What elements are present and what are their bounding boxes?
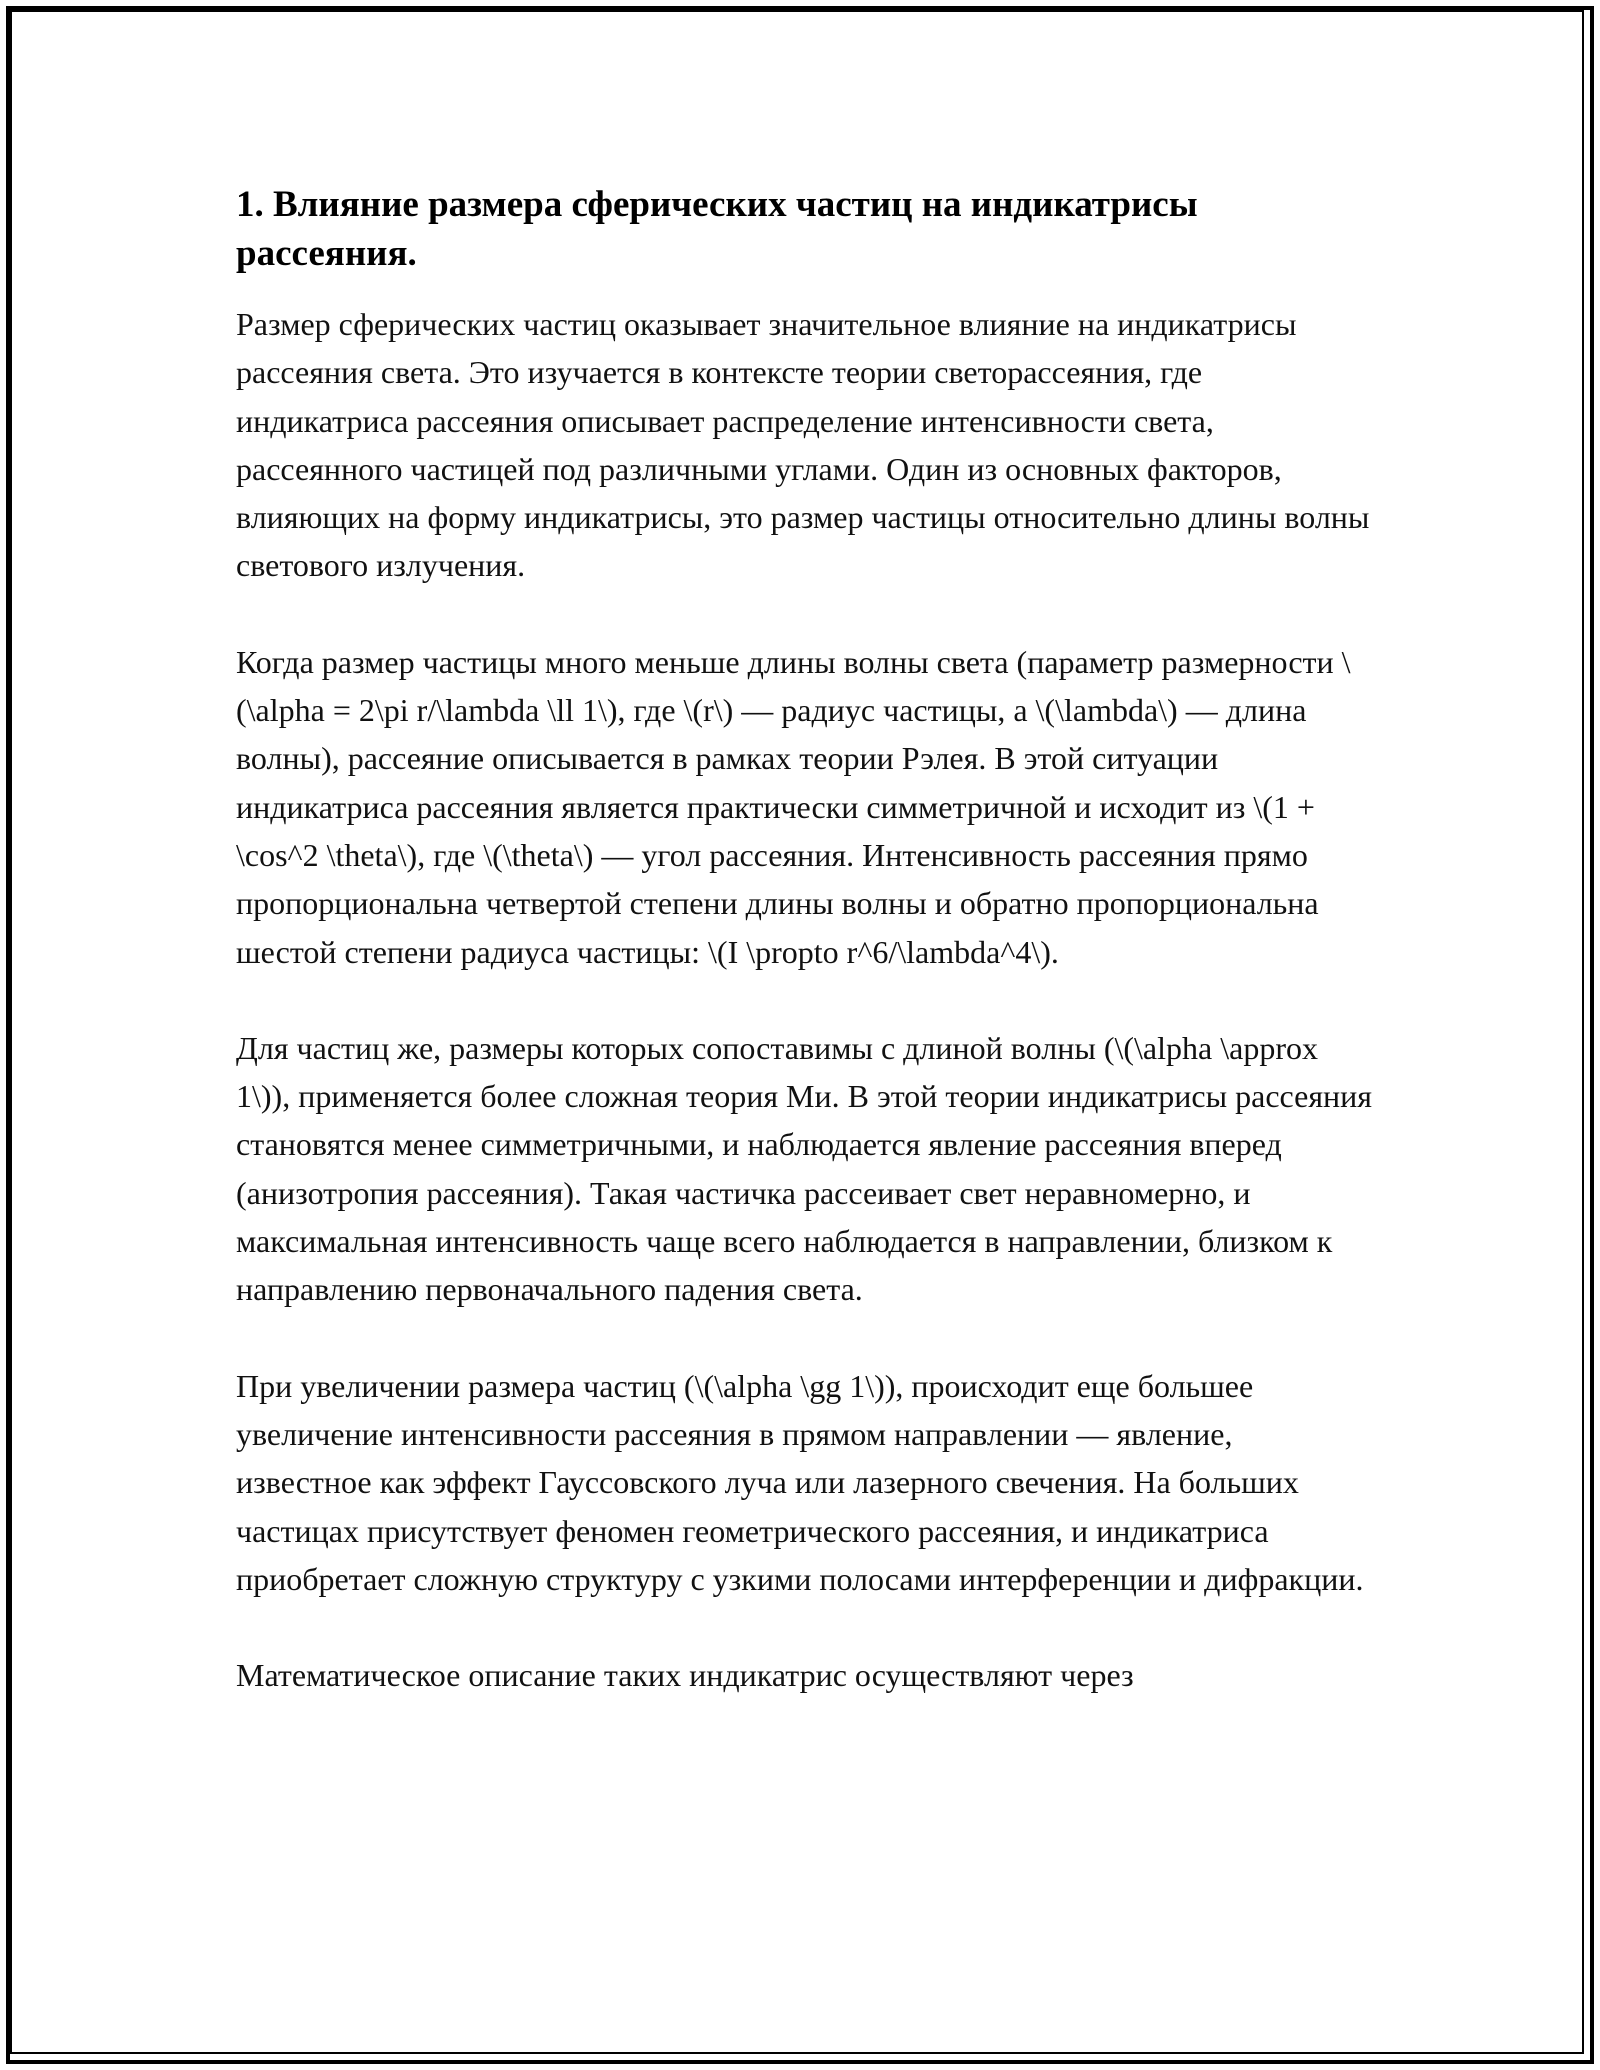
section-heading: 1. Влияние размера сферических частиц на индикатрисы рассеяния. xyxy=(236,184,1198,274)
paragraph-large-particles: При увеличении размера частиц (\(\alpha \gg 1\)), происходит еще большее увеличение интенсивности рассеяния в прямом направлении — явление, известное как эффект Гауссовского луча или лазерного свечения. На больших частицах присутствует феномен геометрического рассеяния, и индикатриса приобретает сложную структуру с узкими полосами интерференции и дифракции. xyxy=(236,1367,1364,1597)
document-body xyxy=(236,180,1376,1747)
paragraph-mie: Для частиц же, размеры которых сопоставимы с длиной волны (\(\alpha \approx 1\)), применяется более сложная теория Ми. В этой теории индикатрисы рассеяния становятся менее симметричными, и наблюдается явление рассеяния вперед (анизотропия рассеяния). Такая частичка рассеивает свет неравномерно, и максимальная интенсивность чаще всего наблюдается в направлении, близком к направлению первоначального падения света. xyxy=(236,1029,1373,1308)
paragraph-rayleigh: Когда размер частицы много меньше длины волны света (параметр размерности \(\alpha = 2\pi r/\lambda \ll 1\), где \(r\) — радиус частицы, а \(\lambda\) — длина волны), рассеяние описывается в рамках теории Рэлея. В этой ситуации индикатриса рассеяния является практически симметричной и исходит из \(1 + \cos^2 \theta\), где \(\theta\) — угол рассеяния. Интенсивность рассеяния прямо пропорциональна четвертой степени длины волны и обратно пропорциональна шестой степени радиуса частицы: \(I \propto r^6/\lambda^4\). xyxy=(236,643,1351,970)
paragraph-intro: Размер сферических частиц оказывает значительное влияние на индикатрисы рассеяния света. Это изучается в контексте теории светорассеяния, где индикатриса рассеяния описывает распределение интенсивности света, рассеянного частицей под различными углами. Один из основных факторов, влияющих на форму индикатрисы, это размер частицы относительно длины волны светового излучения. xyxy=(236,306,1370,584)
paragraph-math-description: Математическое описание таких индикатрис осуществляют через xyxy=(236,1657,1134,1694)
